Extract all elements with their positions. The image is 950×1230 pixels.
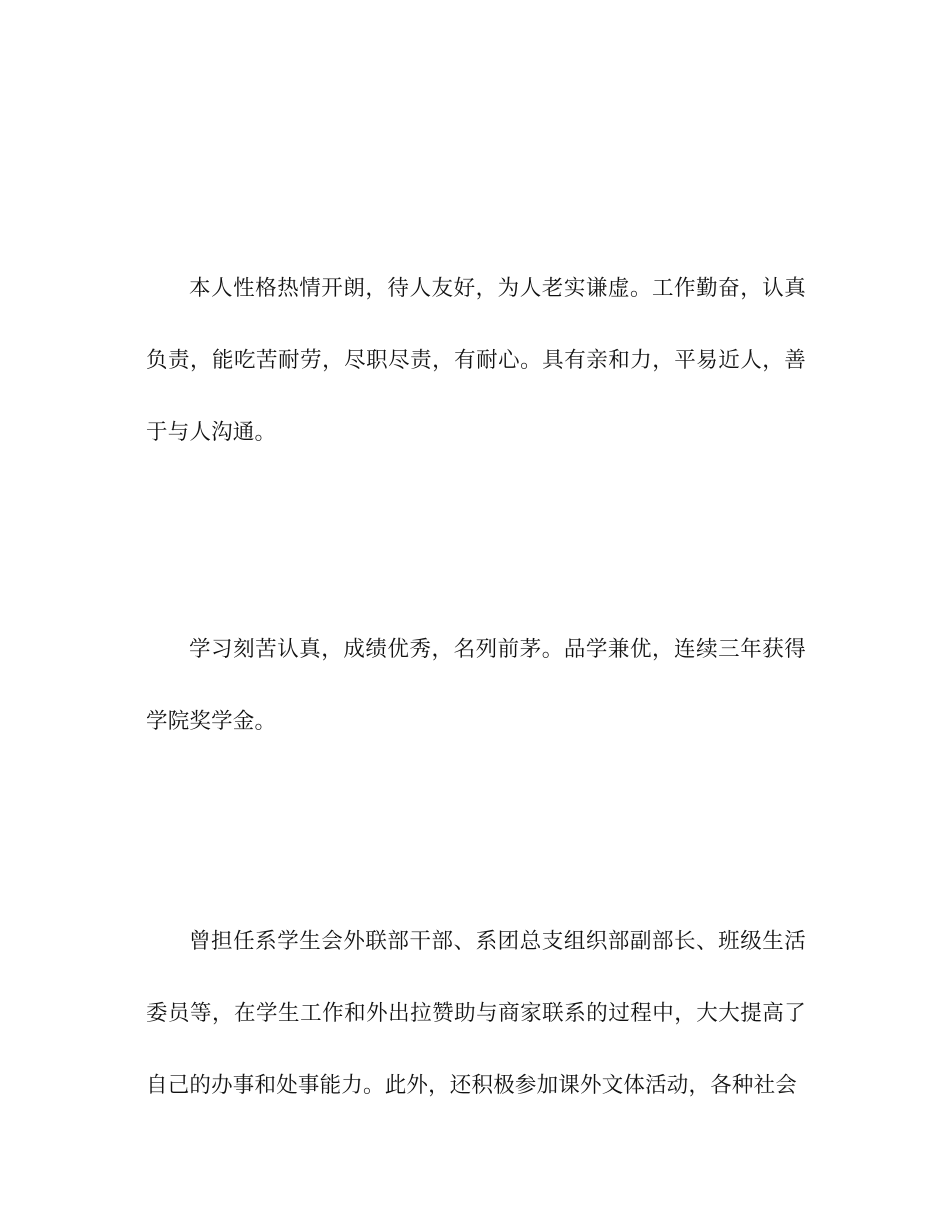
- paragraph-personality: 本人性格热情开朗，待人友好，为人老实谦虚。工作勤奋，认真负责，能吃苦耐劳，尽职尽责，有耐心。具有亲和力，平易近人，善于与人沟通。: [146, 276, 806, 445]
- paragraph-activities: 曾担任系学生会外联部干部、系团总支组织部副部长、班级生活委员等，在学生工作和外出拉赞助与商家联系的过程中，大大提高了自己的办事和处事能力。此外，还积极参加课外文体活动，各种社会: [146, 929, 806, 1098]
- paragraph-academics: 学习刻苦认真，成绩优秀，名列前茅。品学兼优，连续三年获得学院奖学金。: [146, 637, 806, 734]
